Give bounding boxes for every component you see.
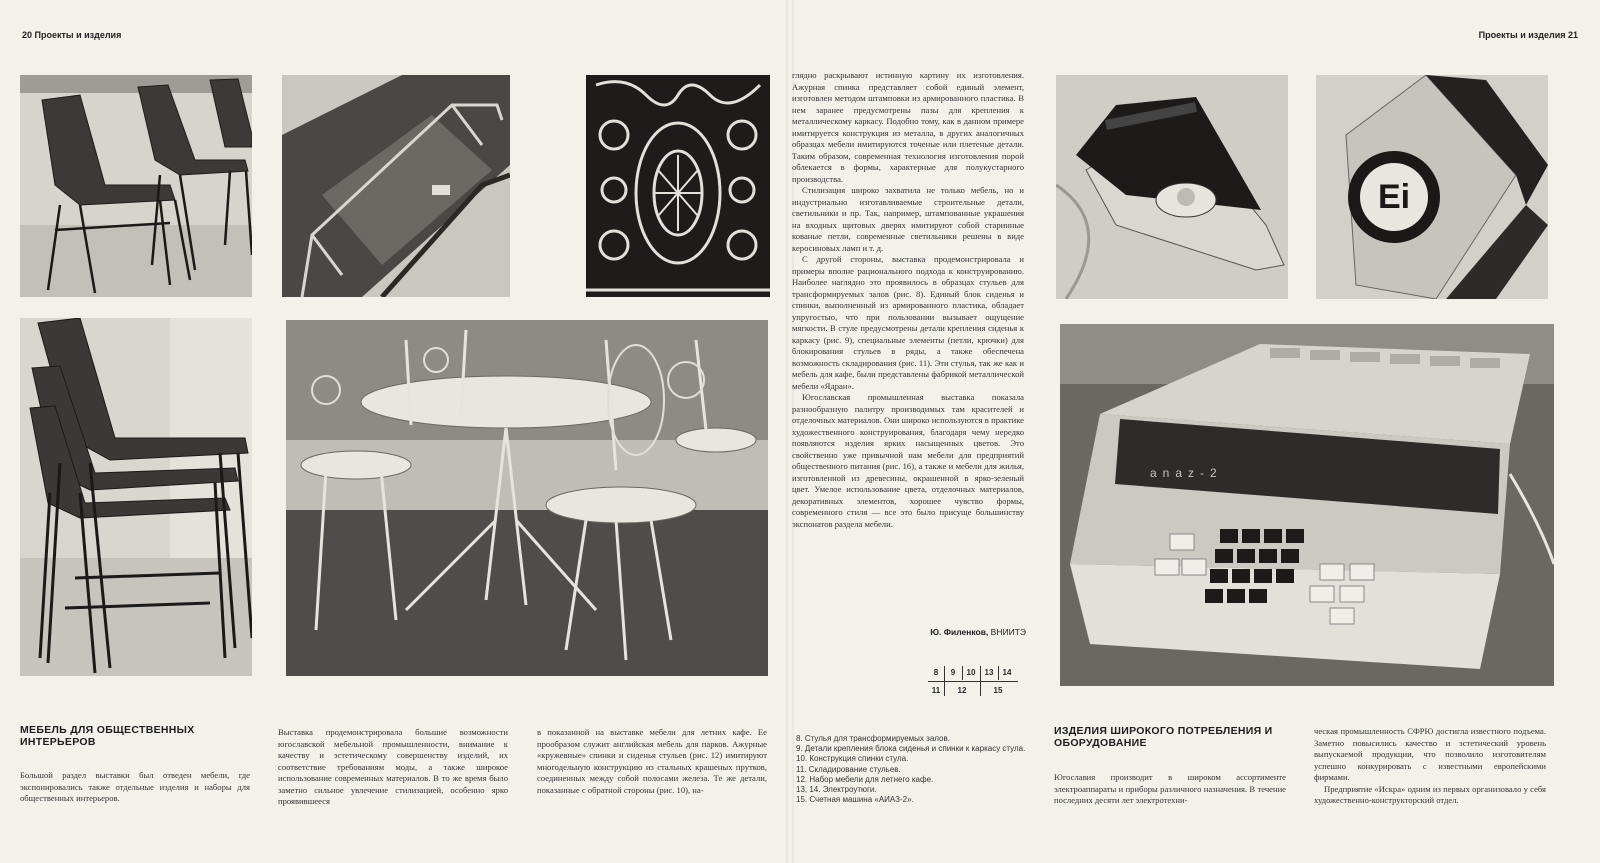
grid-line: [962, 666, 963, 680]
fig-number: 13: [984, 668, 994, 677]
figure-layout-grid: [928, 664, 1018, 698]
photo-electric-iron-2: [1316, 75, 1548, 299]
iskra-logo: Ei: [1377, 178, 1411, 216]
photo-stacked-chairs: [20, 318, 252, 676]
right-section-title: ИЗДЕЛИЯ ШИРОКОГО ПОТРЕБЛЕНИЯ И ОБОРУДОВАНИЕ: [1054, 725, 1273, 749]
left-column-3-text: в показанной на выставке мебели для летних кафе. Ее прообразом служит английская мебель для парков. Ажурные «кружевные» спинки и сиденья стульев (рис. 12) имитируют многодельную конструкцию из стальных крашеных прутков, соединенных между собой полосами железа. Те же детали, показанные с обратной стороны (рис. 10), на-: [537, 727, 767, 795]
fig-number: 8: [933, 668, 939, 677]
photo-chairs-row: [20, 75, 252, 297]
column-b-paragraph: ческая промышленность СФРЮ достигла известного подъема. Заметно повысились качество и эстетический уровень выпускаемой продукции, что позволило изготовителям успешно конкурировать с известными европейскими фирмами.: [1314, 726, 1546, 782]
right-page-header: Проекты и изделия 21: [1478, 30, 1578, 40]
article-paragraph: глядно раскрывают истинную картину их изготовления. Ажурная спинка представляет собой единый элемент, изготовлен методом штамповки из армированного пластика. В нем заранее предусмотрены пазы для крепления к металлическому каркасу. Подобно тому, как в данном примере имитируется конструкция из металла, в других аналогичных образцах мебели имитируются точеные или плетеные детали. Таким образом, современная технология изготовления порой облекается в формы, характерные для полукустарного производства.: [792, 70, 1024, 184]
grid-line: [980, 666, 981, 696]
photo-electric-iron-1: [1056, 75, 1288, 299]
left-section-title: МЕБЕЛЬ ДЛЯ ОБЩЕСТВЕННЫХ ИНТЕРЬЕРОВ: [20, 724, 195, 748]
left-column-2-text: Выставка продемонстрировала большие возможности югославской мебельной промышленности, внимание к качеству и эстетическому совершенству изделий, их соответствие требованиям моды, а также широкое использование современных материалов. В то же время было заметно сильное увлечение стилизацией, особенно ярко проявившееся: [278, 727, 508, 806]
caption-item: 10. Конструкция спинки стула.: [796, 754, 909, 764]
grid-line: [928, 681, 1018, 682]
grid-line: [998, 666, 999, 680]
photo-calculator: [1060, 324, 1554, 686]
caption-item: 13, 14. Электроутюги.: [796, 785, 877, 795]
fig-number: 10: [966, 668, 976, 677]
caption-item: 12. Набор мебели для летнего кафе.: [796, 774, 934, 784]
article-paragraph: С другой стороны, выставка продемонстрировала и примеры вполне рационального подхода к конструированию. Наиболее наглядно это проявилось в образцах стульев для трансформируемых залов (рис. 8). Единый блок сиденья и спинки, выполненный из армированного пластика, обладает упругостью, что при пользовании вызывает ощущение мягкости. В стуле предусмотрены детали крепления сиденья к каркасу (рис. 9), специальные элементы (петли, крючки) для блокирования стульев в ряды, а также обеспечена возможность складирования (рис. 11). Эти стулья, так же как и мебель для кафе, были представлены фабрикой металлической мебели «Ядран».: [792, 254, 1024, 391]
right-article-text: [792, 70, 1024, 530]
right-page: [790, 0, 1600, 863]
fig-number: 14: [1002, 668, 1012, 677]
photo-chair-detail: [282, 75, 510, 297]
right-column-b-text: [1314, 726, 1546, 807]
caption-list: [796, 734, 1028, 805]
article-byline: [910, 627, 1026, 637]
left-intro-text: Большой раздел выставки был отведен мебели, где экспонировались также отдельные изделия и наборы для общественных интерьеров.: [20, 770, 250, 803]
fig-number: 11: [931, 686, 941, 695]
left-page: [0, 0, 790, 863]
left-page-header: 20 Проекты и изделия: [22, 30, 122, 40]
grid-line: [944, 666, 945, 696]
caption-item: 15. Счетная машина «АИАЗ-2».: [796, 795, 914, 805]
article-paragraph: Стилизация широко захватила не только мебель, но и индустриально изготавливаемые строительные детали, светильники и пр. Так, например, штампованные украшения на входных щитовых дверях имитируют собой старинные кованые петли, современные светильники решены в виде керосиновых ламп и т. д.: [792, 185, 1024, 253]
byline-author: Ю. Филенков,: [930, 627, 989, 637]
photo-cafe-furniture: [286, 320, 768, 676]
calculator-brand-label: anaz-2: [1150, 466, 1223, 480]
byline-org: ВНИИТЭ: [990, 627, 1026, 637]
caption-item: 11. Складирование стульев.: [796, 764, 901, 774]
column-b-paragraph: Предприятие «Искра» одним из первых организовало у себя художественно-конструкторский отдел.: [1314, 783, 1546, 805]
fig-number: 12: [957, 686, 967, 695]
caption-item: 9. Детали крепления блока сиденья и спинки к каркасу стула.: [796, 744, 1026, 754]
fig-number: 9: [950, 668, 956, 677]
right-column-a-text: Югославия производит в широком ассортименте электроаппараты и приборы различного назначения. В течение последних десяти лет электротехни-: [1054, 772, 1286, 805]
article-paragraph: Югославская промышленная выставка показала разнообразную палитру производимых там красителей и отделочных материалов. Они широко используются в практике художественного конструирования, благодаря чему нередко появляются изделия ярких насыщенных цветов. Это свойственно уже привычной нам мебели для предприятий общественного питания (рис. 16), а также и мебели для жилья, изготовленной из древесины, окрашенной в ярко-зеленый цвет. Умелое использование цвета, отделочных материалов, декоративных элементов, хорошее чувство формы, современного стиля — все это было присуще большинству экспонатов раздела мебели.: [792, 392, 1024, 529]
caption-item: 8. Стулья для трансформируемых залов.: [796, 734, 950, 743]
photo-chair-back: [586, 75, 770, 297]
fig-number: 15: [993, 686, 1003, 695]
